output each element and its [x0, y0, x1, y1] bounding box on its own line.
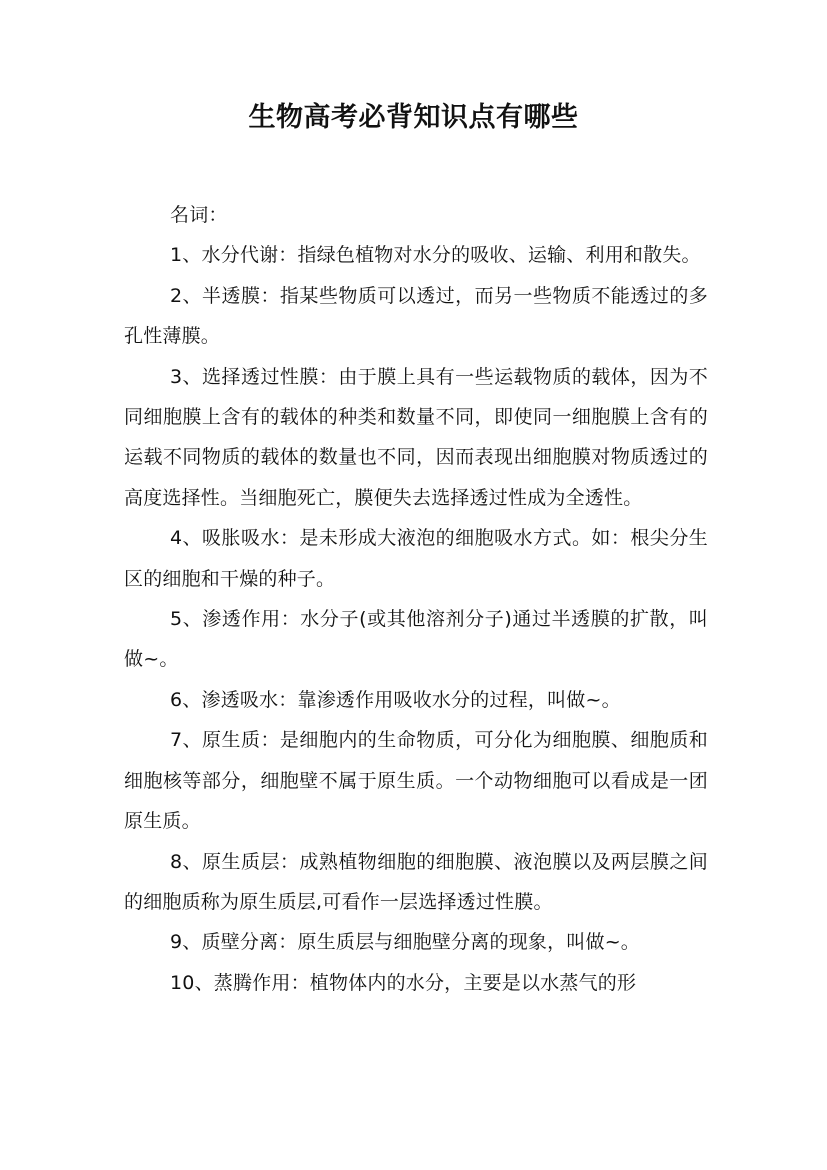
- definition-paragraph-10: 10、蒸腾作用：植物体内的水分，主要是以水蒸气的形: [170, 971, 637, 994]
- definition-paragraph-9: 9、质壁分离：原生质层与细胞壁分离的现象，叫做~。: [170, 931, 641, 954]
- definition-paragraph-4: 4、吸胀吸水：是未形成大液泡的细胞吸水方式。如：根尖分生区的细胞和干燥的种子。: [124, 527, 708, 590]
- section-heading-nouns: 名词：: [170, 204, 228, 226]
- definition-paragraph-3: 3、选择透过性膜：由于膜上具有一些运载物质的载体，因为不同细胞膜上含有的载体的种类和数量不同，即使同一细胞膜上含有的运载不同物质的载体的数量也不同，因而表现出细胞膜对物质透过的高度选择性。当细胞死亡，膜便失去选择透过性成为全透性。: [124, 365, 708, 509]
- definition-paragraph-5: 5、渗透作用：水分子(或其他溶剂分子)通过半透膜的扩散，叫做~。: [124, 608, 708, 671]
- definition-paragraph-1: 1、水分代谢：指绿色植物对水分的吸收、运输、利用和散失。: [170, 244, 701, 267]
- definition-paragraph-2: 2、半透膜：指某些物质可以透过，而另一些物质不能透过的多孔性薄膜。: [124, 284, 708, 348]
- definition-paragraph-7: 7、原生质：是细胞内的生命物质，可分化为细胞膜、细胞质和细胞核等部分，细胞壁不属于原生质。一个动物细胞可以看成是一团原生质。: [124, 729, 708, 833]
- definition-paragraph-8: 8、原生质层：成熟植物细胞的细胞膜、液泡膜以及两层膜之间的细胞质称为原生质层,可看作一层选择透过性膜。: [124, 850, 708, 913]
- document-body: [124, 195, 708, 1003]
- document-title: 生物高考必背知识点有哪些: [248, 102, 579, 133]
- definition-paragraph-6: 6、渗透吸水：靠渗透作用吸收水分的过程，叫做~。: [170, 688, 621, 711]
